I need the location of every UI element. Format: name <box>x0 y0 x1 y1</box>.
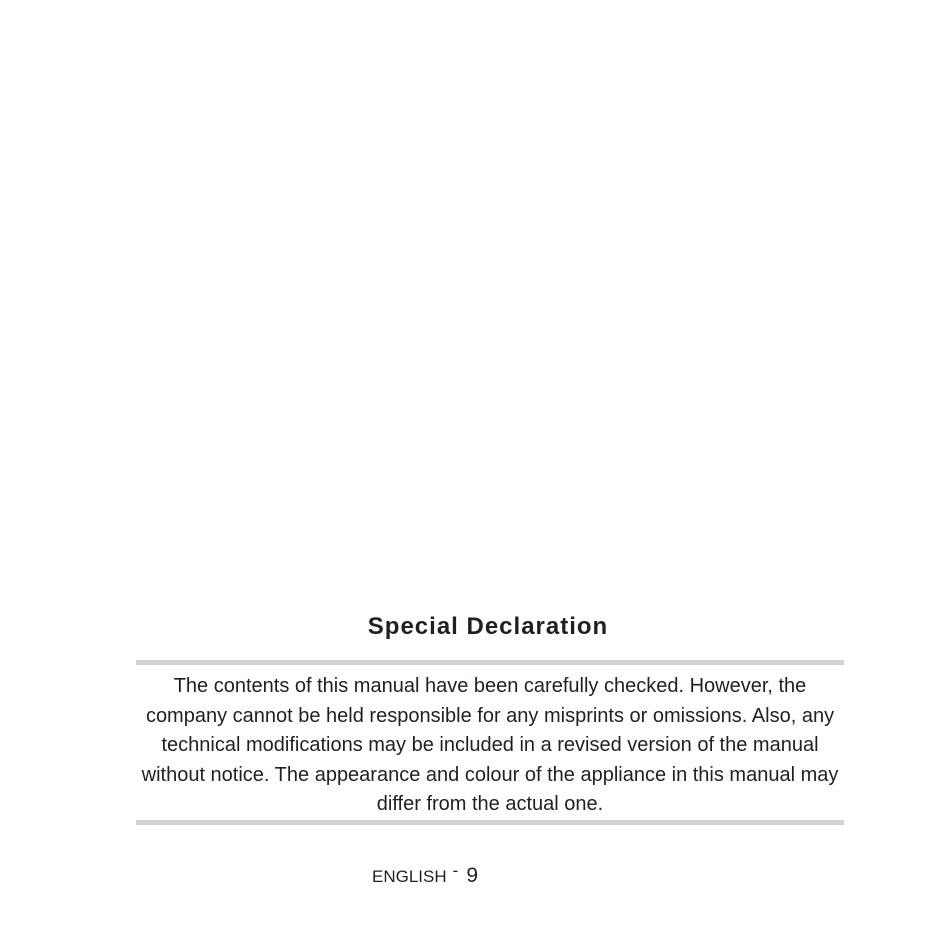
footer-separator: - <box>452 861 459 880</box>
top-divider <box>136 660 844 665</box>
bottom-divider <box>136 820 844 825</box>
page-footer <box>372 861 478 888</box>
footer-language: ENGLISH <box>372 867 447 886</box>
page-title: Special Declaration <box>367 613 609 640</box>
page-number: 9 <box>466 864 478 887</box>
declaration-text: The contents of this manual have been carefully checked. However, the company cannot be held responsible for any misprints or omissions. Also, any technical modifications may be included in a revised version of the manual without notice. The appearance and colour of the appliance in this manual may differ from the actual one. <box>141 675 839 816</box>
